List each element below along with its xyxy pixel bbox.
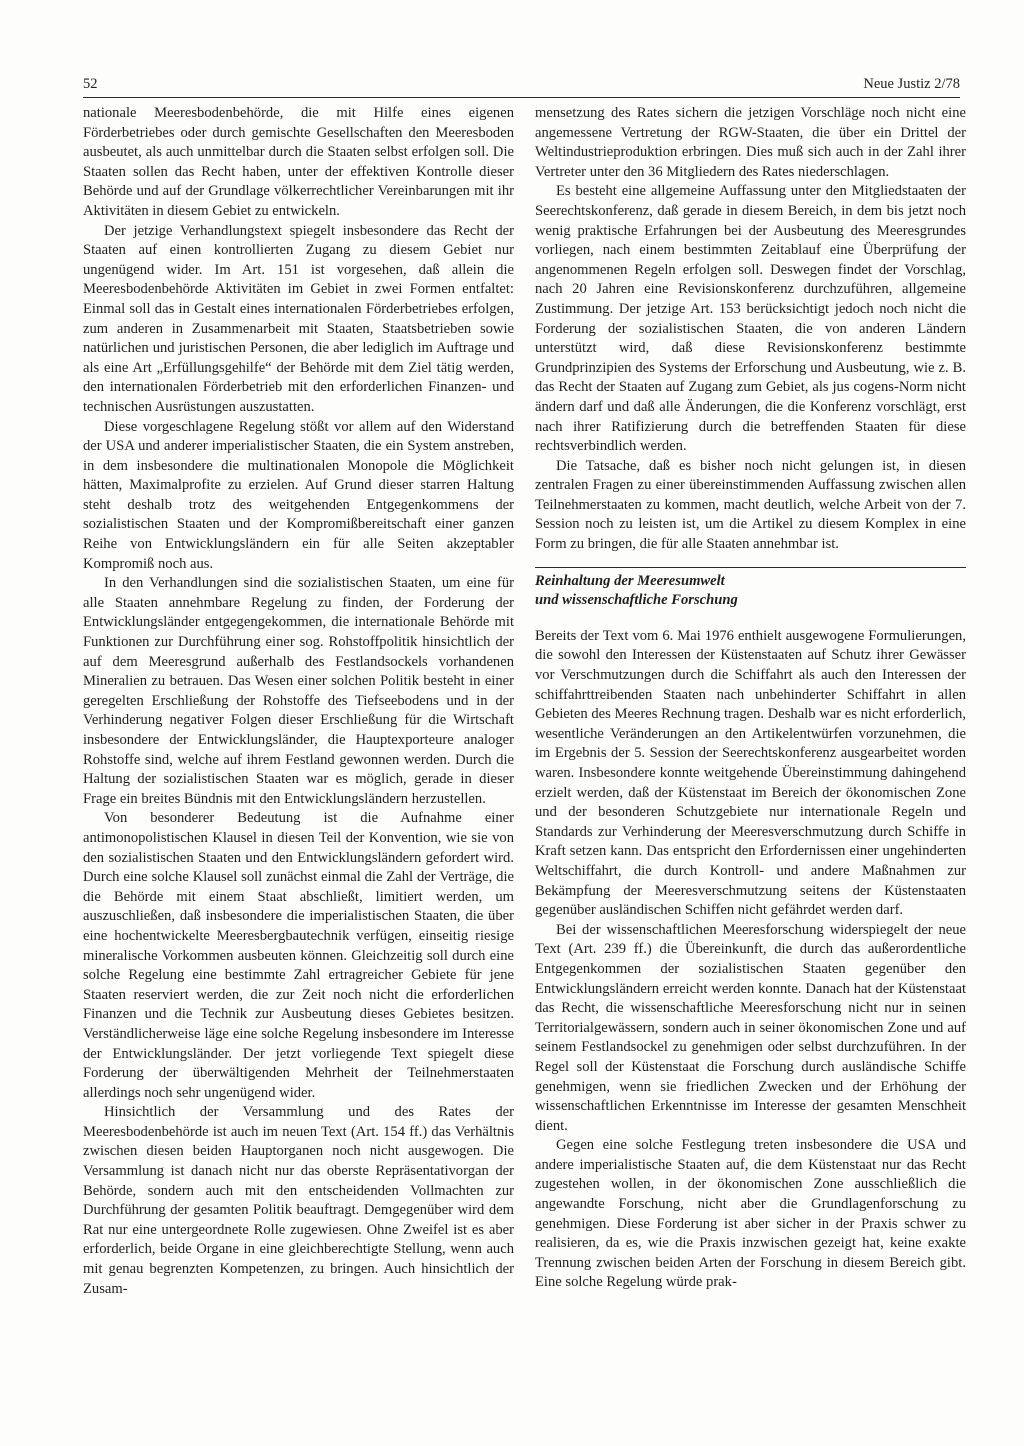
- page-number: 52: [83, 76, 98, 92]
- paragraph: Der jetzige Verhandlungstext spiegelt insbesondere das Recht der Staaten auf einen kontrollierten Zugang zu diesem Gebiet nur ungenügend wider. Im Art. 151 ist vorgesehen, daß allein die Meeresbodenbehörde Aktivitäten im Gebiet in zwei Formen entfaltet: Einmal soll das in Gestalt eines internationalen Förderbetriebes erfolgen, zum anderen in Zusammenarbeit mit Staaten, Staatsbetrieben sowie natürlichen und juristischen Personen, die aber lediglich im Auftrage und als eine Art „Erfüllungsgehilfe“ der Behörde mit dem Ziel tätig werden, den internationalen Förderbetrieb mit den erforderlichen Finanzen- und technischen Ausrüstungen auszustatten.: [83, 222, 514, 415]
- section-heading-line: und wissenschaftliche Forschung: [535, 592, 738, 609]
- paragraph: nationale Meeresbodenbehörde, die mit Hilfe eines eigenen Förderbetriebes oder durch gemischte Gesellschaften den Meeresboden ausbeutet, als auch unmittelbar durch die Staaten selbst erfolgen soll. Die Staaten sollen das Recht haben, unter der effektiven Kontrolle dieser Behörde und auf der Grundlage völkerrechtlicher Vereinbarungen mit ihr Aktivitäten in diesem Gebiet zu entwickeln.: [83, 105, 514, 219]
- right-column: [535, 104, 966, 1293]
- paragraph: Gegen eine solche Festlegung treten insbesondere die USA und andere imperialistische Staaten auf, die dem Küstenstaat nur das Recht zugestehen wollen, in der ökonomischen Zone ausschließlich die angewandte Forschung, nicht aber die Grundlagenforschung zu genehmigen. Diese Forderung ist aber sicher in der Praxis schwer zu realisieren, da es, wie die Praxis inzwischen gezeigt hat, keine exakte Trennung zwischen beiden Arten der Forschung in diesem Bereich gibt. Eine solche Regelung würde prak-: [535, 1137, 966, 1291]
- left-column: [83, 104, 514, 1299]
- paragraph: mensetzung des Rates sichern die jetzigen Vorschläge noch nicht eine angemessene Vertretung der RGW-Staaten, die über ein Drittel der Weltindustrieproduktion erbringen. Dies muß sich auch in der Zahl ihrer Vertreter unter den 36 Mitgliedern des Rates niederschlagen.: [535, 105, 966, 180]
- section-heading-line: Reinhaltung der Meeresumwelt: [535, 572, 725, 589]
- paragraph: Bei der wissenschaftlichen Meeresforschung widerspiegelt der neue Text (Art. 239 ff.) die Übereinkunft, die durch das außerordentliche Entgegenkommen der sozialistischen Staaten gegenüber den Entwicklungsländern erreicht werden konnte. Danach hat der Küstenstaat das Recht, die wissenschaftliche Meeresforschung nicht nur in seinen Territorialgewässern, sondern auch in seiner ökonomischen Zone und auf seinem Festlandsockel zu genehmigen oder selbst durchzuführen. In der Regel soll der Küstenstaat die Forschung durch ausländische Schiffe genehmigen, wenn sie friedlichen Zwecken und der Erhöhung der wissenschaftlichen Erkenntnisse im Interesse der gesamten Menschheit dient.: [535, 921, 966, 1134]
- paragraph: Es besteht eine allgemeine Auffassung unter den Mitgliedstaaten der Seerechtskonferenz, daß gerade in diesem Bereich, in dem bis jetzt noch wenig praktische Erfahrungen bei der Ausbeutung des Meeresgrundes vorliegen, nach einem bestimmten Zeitablauf eine Überprüfung der angenommenen Regeln erfolgen soll. Deswegen findet der Vorschlag, nach 20 Jahren eine Revisionskonferenz durchzuführen, allgemeine Zustimmung. Der jetzige Art. 153 berücksichtigt jedoch noch nicht die Forderung der sozialistischen Staaten, die von anderen Ländern unterstützt wird, daß diese Revisionskonferenz bestimmte Grundprinzipien des Systems der Erforschung und Ausbeutung, wie z. B. das Recht der Staaten auf Zugang zum Gebiet, als jus cogens-Norm nicht ändern darf und daß alle Änderungen, die die Konferenz vorschlägt, erst nach ihrer Ratifizierung durch die betreffenden Staaten für diese rechtsverbindlich werden.: [535, 183, 966, 455]
- journal-issue: Neue Justiz 2/78: [863, 76, 960, 92]
- section-heading: [535, 572, 966, 611]
- page-header: [83, 72, 960, 98]
- paragraph: Hinsichtlich der Versammlung und des Rates der Meeresbodenbehörde ist auch im neuen Text (Art. 154 ff.) das Verhältnis zwischen diesen beiden Hauptorganen noch nicht ausgewogen. Die Versammlung ist danach nicht nur das oberste Repräsentativorgan der Behörde, sondern auch mit den entscheidenden Vollmachten zur Durchführung der gesamten Politik beauftragt. Demgegenüber wird dem Rat nur eine untergeordnete Rolle zugewiesen. Ohne Zweifel ist es aber erforderlich, beide Organe in eine gleichberechtigte Stellung, wenn auch mit genau begrenzten Kompetenzen, zu bringen. Auch hinsichtlich der Zusam-: [83, 1104, 514, 1297]
- paragraph: Die Tatsache, daß es bisher noch nicht gelungen ist, in diesen zentralen Fragen zu einer übereinstimmenden Auffassung zwischen allen Teilnehmerstaaten zu kommen, macht deutlich, welche Arbeit von der 7. Session noch zu leisten ist, um die Artikel zu diesem Komplex in eine Form zu bringen, die für alle Staaten annehmbar ist.: [535, 457, 966, 553]
- paragraph: Von besonderer Bedeutung ist die Aufnahme einer antimonopolistischen Klausel in diesen Teil der Konvention, wie sie von den sozialistischen Staaten und den Entwicklungsländern gefordert wird. Durch eine solche Klausel soll zunächst einmal die Zahl der Verträge, die die Behörde mit einem Staat abschließt, limitiert werden, um auszuschließen, daß insbesondere die imperialistischen Staaten, die über eine hochentwickelte Meeresbergbautechnik verfügen, einseitig riesige mineralische Vorkommen ausbeuten können. Gleichzeitig soll durch eine solche Regelung eine bestimmte Zahl ertragreicher Gebiete für jene Staaten reserviert werden, die zur Zeit noch nicht die erforderlichen Finanzen und die Technik zur Ausbeutung dieses Gebietes besitzen. Verständlicherweise läge eine solche Regelung insbesondere im Interesse der Entwicklungsländer. Der jetzt vorliegende Text spiegelt diese Forderung der überwältigenden Mehrheit der Teilnehmerstaaten allerdings noch sehr ungenügend wider.: [83, 810, 514, 1101]
- header-rule: [83, 97, 960, 98]
- paragraph: Bereits der Text vom 6. Mai 1976 enthielt ausgewogene Formulierungen, die sowohl den Interessen der Küstenstaaten auf Schutz ihrer Gewässer vor Verschmutzungen durch die Schiffahrt als auch den Interessen der schiffahrttreibenden Staaten nach unbehinderter Schiffahrt in allen Gebieten des Meeres Rechnung tragen. Deshalb war es nicht erforderlich, wesentliche Veränderungen an den Artikelentwürfen vorzunehmen, die im Ergebnis der 5. Session der Seerechtskonferenz ausgearbeitet worden waren. Insbesondere konnte weitgehende Übereinstimmung dahingehend erzielt werden, daß der Küstenstaat im Bereich der ökonomischen Zone und der besonderen Schutzgebiete nur internationale Regeln und Standards zur Verhinderung der Meeresverschmutzung durch Schiffe in Kraft setzen kann. Das entspricht den Erfordernissen einer ungehinderten Weltschiffahrt, die durch Kontroll- und andere Maßnahmen zur Bekämpfung der Meeresverschmutzung seitens der Küstenstaaten gegenüber ausländischen Schiffen nicht gefährdet werden darf.: [535, 627, 966, 919]
- section: [535, 567, 966, 1293]
- paragraph: In den Verhandlungen sind die sozialistischen Staaten, um eine für alle Staaten annehmbare Regelung zu finden, der Forderung der Entwicklungsländer entgegengekommen, die internationale Behörde mit Funktionen zur Durchführung einer sog. Rohstoffpolitik hinsichtlich der auf dem Meeresgrund außerhalb des Festlandsockels vorhandenen Mineralien zu betrauen. Das Wesen einer solchen Politik besteht in einer geregelten Erschließung der Rohstoffe des Tiefseebodens und in der Verhinderung negativer Folgen dieser Erschließung für die Wirtschaft insbesondere der Entwicklungsländer, die Hauptexporteure analoger Rohstoffe sind, welche auf ihrem Festland gewonnen werden. Durch die Haltung der sozialistischen Staaten war es möglich, gerade in dieser Frage ein breites Bündnis mit den Entwicklungsländern herzustellen.: [83, 575, 514, 807]
- paragraph: Diese vorgeschlagene Regelung stößt vor allem auf den Widerstand der USA und anderer imperialistischer Staaten, die ein System anstreben, in dem insbesondere die multinationalen Monopole die Möglichkeit hätten, Maximalprofite zu erzielen. Auf Grund dieser starren Haltung steht deshalb trotz des weitgehenden Entgegenkommens der sozialistischen Staaten und der Kompromißbereitschaft einer ganzen Reihe von Entwicklungsländern ein für alle Seiten akzeptabler Kompromiß noch aus.: [83, 418, 514, 572]
